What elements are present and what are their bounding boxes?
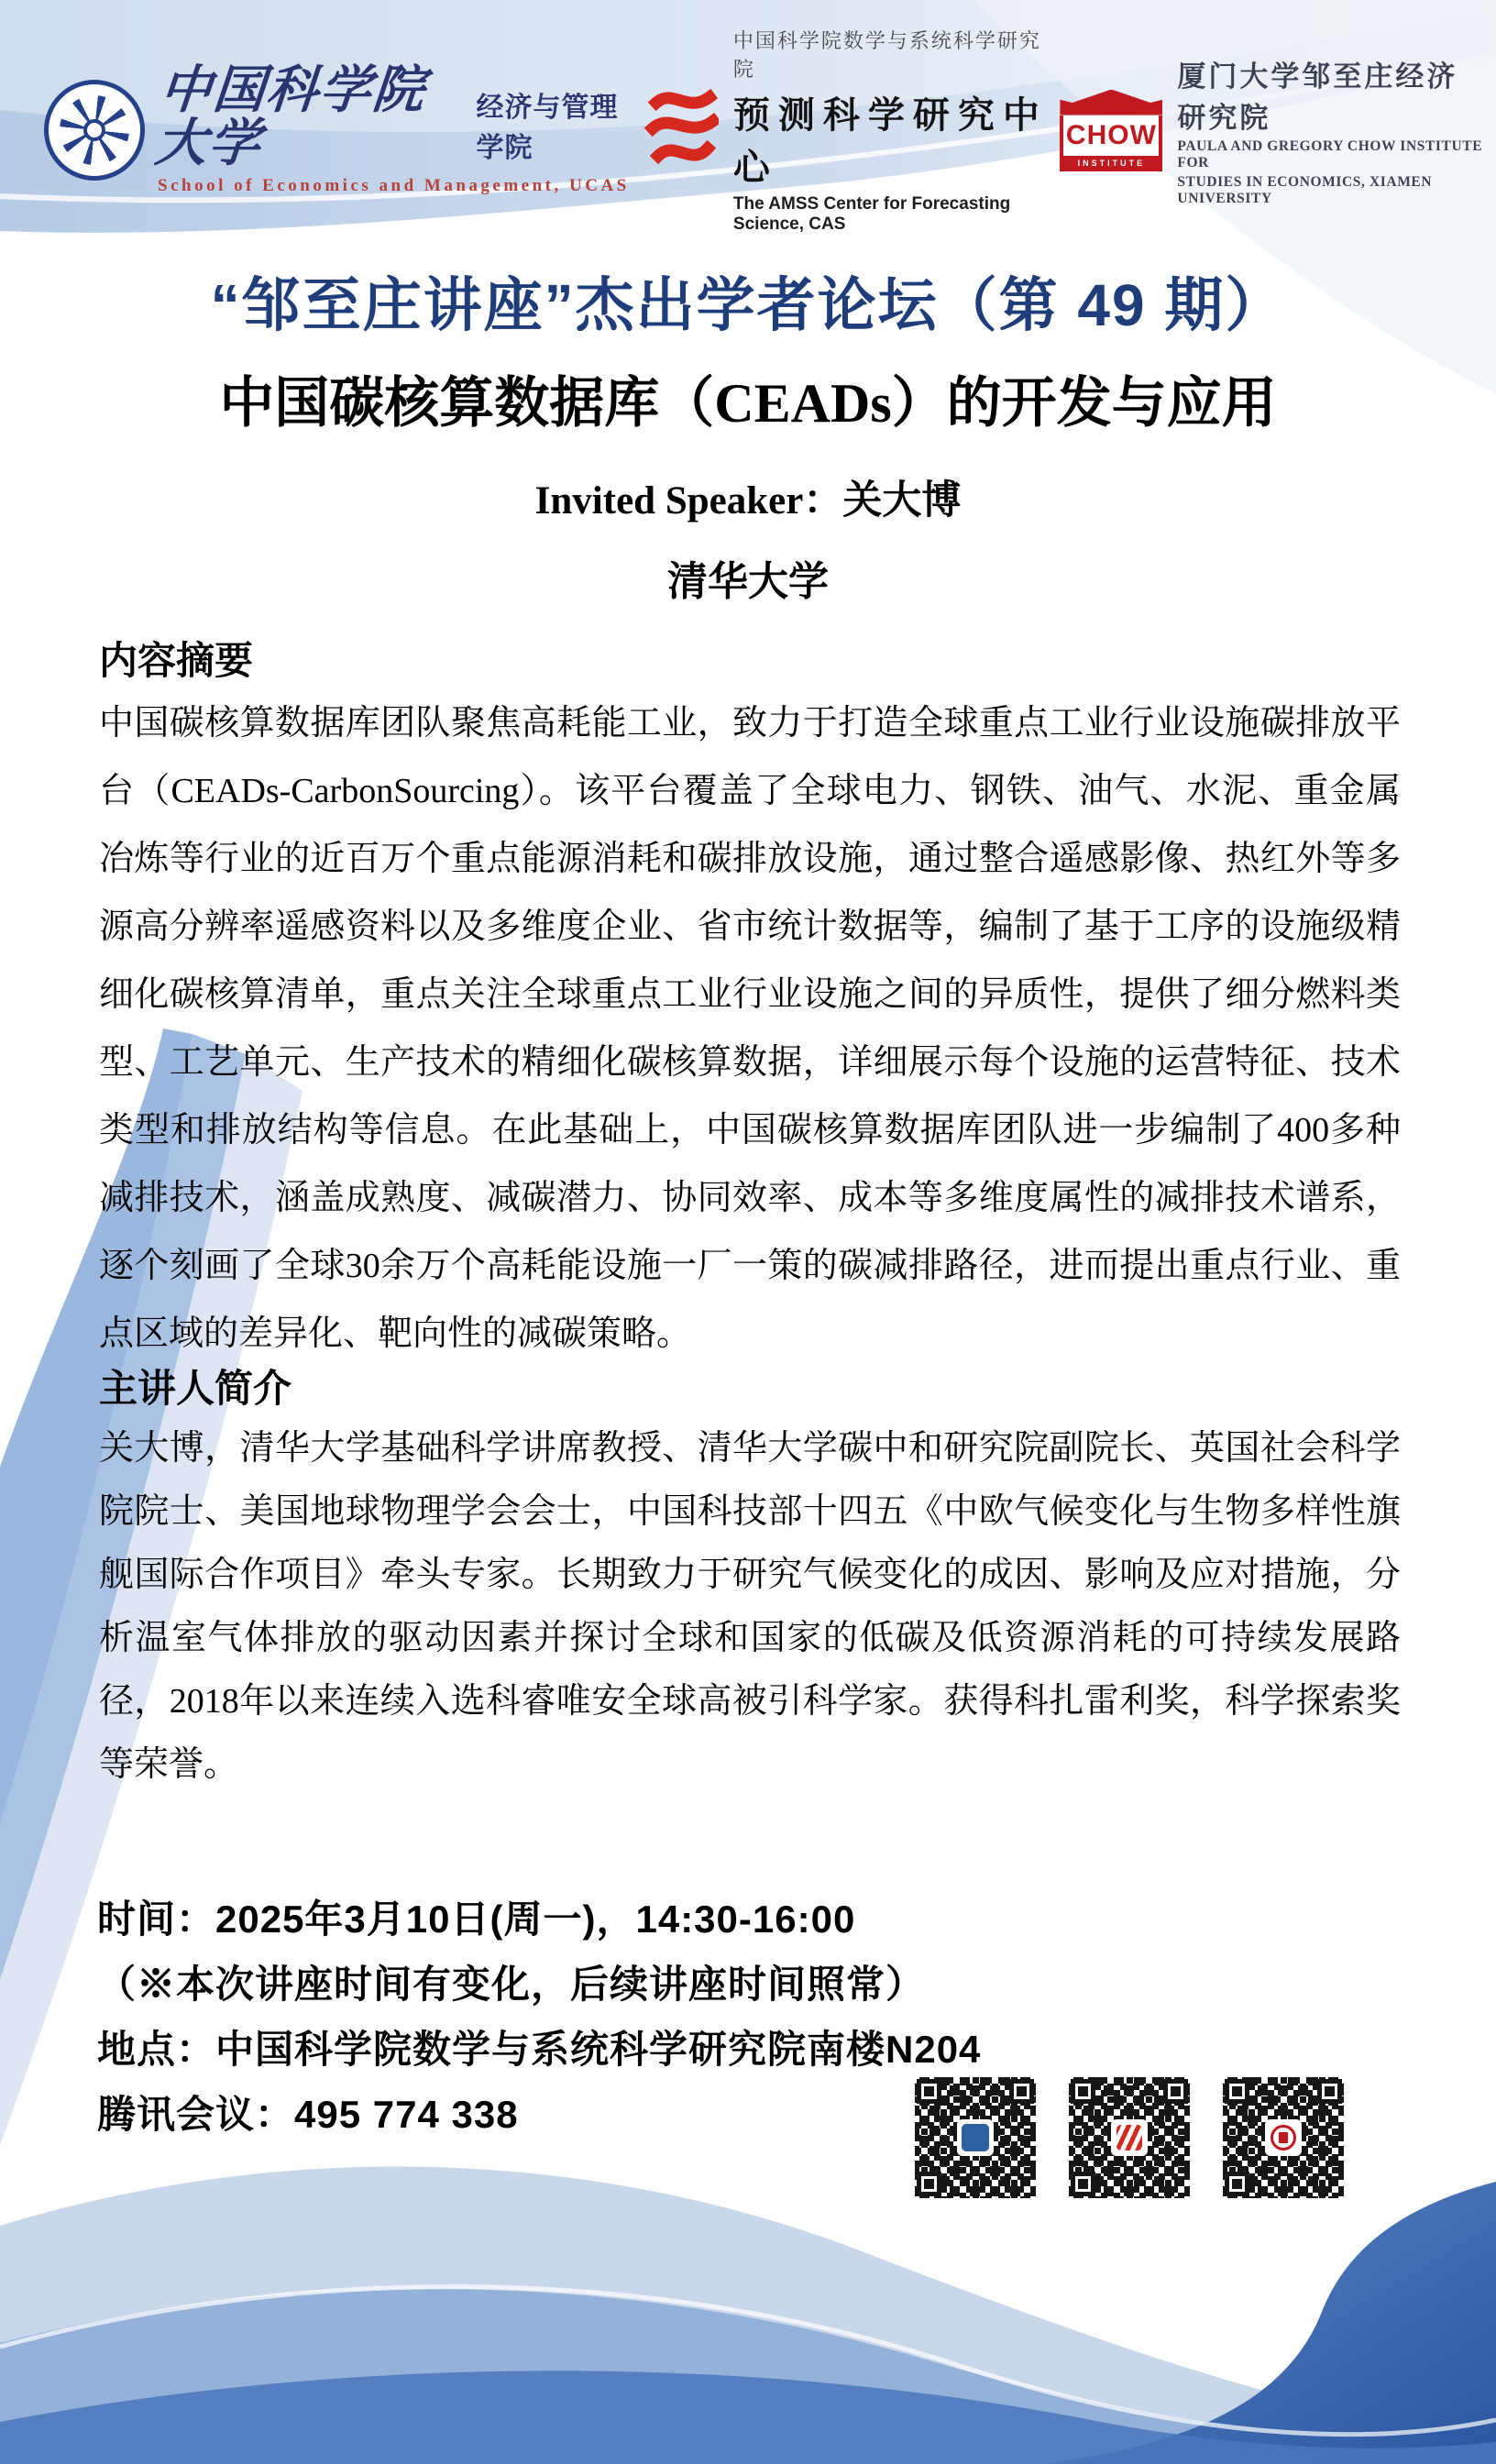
amss-cfs-logo	[642, 26, 1060, 235]
invited-speaker-line: Invited Speaker：关大博	[534, 479, 962, 522]
amss-mini-logo-icon	[1116, 2125, 1142, 2150]
event-meeting-id: 腾讯会议：495 774 338	[97, 2093, 519, 2136]
chow-name-cn: 厦门大学邹至庄经济研究院	[1177, 60, 1458, 134]
qr-code-row	[915, 2077, 1344, 2198]
chow-seal-icon	[1270, 2125, 1296, 2150]
amss-name-en: The AMSS Center for Forecasting Science, CAS	[732, 194, 1011, 234]
ucas-name-en: School of Economics and Management, UCAS	[158, 176, 630, 195]
qr-finder-icon	[917, 2079, 941, 2104]
amss-center-name: 预测科学研究中心	[732, 94, 1048, 188]
chow-name-en-line1: PAULA AND GREGORY CHOW INSTITUTE FOR	[1177, 138, 1483, 170]
event-time: 时间：2025年3月10日(周一)，14:30-16:00	[97, 1898, 856, 1941]
ucas-sem-logo	[44, 64, 642, 196]
amss-glyph-icon	[642, 86, 719, 174]
qr-code-chow	[1223, 2077, 1344, 2198]
bio-body: 关大博，清华大学基础科学讲席教授、清华大学碳中和研究院副院长、英国社会科学院院士、美国地球物理学会会士，中国科技部十四五《中欧气候变化与生物多样性旗舰国际合作项目》牵头专家。长期致力于研究气候变化的成因、影响及应对措施，分析温室气体排放的驱动因素并探讨全球和国家的低碳及低资源消耗的可持续发展路径，2018年以来连续入选科睿唯安全球高被引科学家。获得科扎雷利奖，科学探索奖等荣誉。	[99, 1429, 1401, 1784]
qr-center-logo	[957, 2119, 994, 2156]
event-time-note: （※本次讲座时间有变化，后续讲座时间照常）	[97, 1963, 926, 2006]
event-details	[97, 1886, 981, 2147]
amss-org-name: 中国科学院数学与系统科学研究院	[732, 29, 1041, 81]
qr-finder-icon	[1225, 2172, 1249, 2196]
abstract-heading: 内容摘要	[99, 639, 254, 682]
speaker-affiliation: 清华大学	[667, 559, 829, 604]
chow-name-en-line2: STUDIES IN ECONOMICS, XIAMEN UNIVERSITY	[1177, 174, 1433, 206]
qr-finder-icon	[1009, 2079, 1034, 2104]
abstract-body: 中国碳核算数据库团队聚焦高耗能工业，致力于打造全球重点工业行业设施碳排放平台（CEADs-CarbonSourcing）。该平台覆盖了全球电力、钢铁、油气、水泥、重金属冶炼等行业的近百万个重点能源消耗和碳排放设施，通过整合遥感影像、热红外等多源高分辨率遥感资料以及多维度企业、省市统计数据等，编制了基于工序的设施级精细化碳核算清单，重点关注全球重点工业行业设施之间的异质性，提供了细分燃料类型、工艺单元、生产技术的精细化碳核算数据，详细展示每个设施的运营特征、技术类型和排放结构等信息。在此基础上，中国碳核算数据库团队进一步编制了400多种减排技术，涵盖成熟度、减碳潜力、协同效率、成本等多维度属性的减排技术谱系，逐个刻画了全球30余万个高耗能设施一厂一策的碳减排路径，进而提出重点行业、重点区域的差异化、靶向性的减碳策略。	[99, 704, 1401, 1353]
qr-center-logo	[1265, 2119, 1302, 2156]
chow-roof-icon	[1060, 90, 1162, 116]
qr-finder-icon	[1071, 2079, 1095, 2104]
chow-institute-logo	[1060, 53, 1483, 207]
qr-finder-icon	[1225, 2079, 1249, 2104]
chow-badge-word: CHOW	[1065, 119, 1157, 150]
ucas-dept: 经济与管理学院	[476, 93, 619, 163]
forum-title: “邹至庄讲座”杰出学者论坛（第 49 期）	[210, 272, 1286, 338]
lecture-title: 中国碳核算数据库（CEADs）的开发与应用	[219, 373, 1277, 434]
bio-heading: 主讲人简介	[99, 1367, 292, 1410]
ucas-name-cn: 中国科学院大学	[152, 62, 429, 172]
chow-badge-icon	[1060, 90, 1162, 171]
qr-finder-icon	[1163, 2079, 1188, 2104]
event-location: 地点：中国科学院数学与系统科学研究院南楼N204	[97, 2028, 982, 2071]
chow-badge-sub: INSTITUTE	[1077, 159, 1146, 168]
qr-finder-icon	[1317, 2079, 1342, 2104]
qr-finder-icon	[1071, 2172, 1095, 2196]
header-logos	[44, 29, 1483, 234]
qr-finder-icon	[917, 2172, 941, 2196]
qr-center-logo	[1111, 2119, 1148, 2156]
ucas-mini-logo-icon	[962, 2124, 989, 2151]
ucas-emblem-icon	[44, 80, 145, 181]
qr-code-ucas	[915, 2077, 1036, 2198]
qr-code-amss	[1069, 2077, 1190, 2198]
